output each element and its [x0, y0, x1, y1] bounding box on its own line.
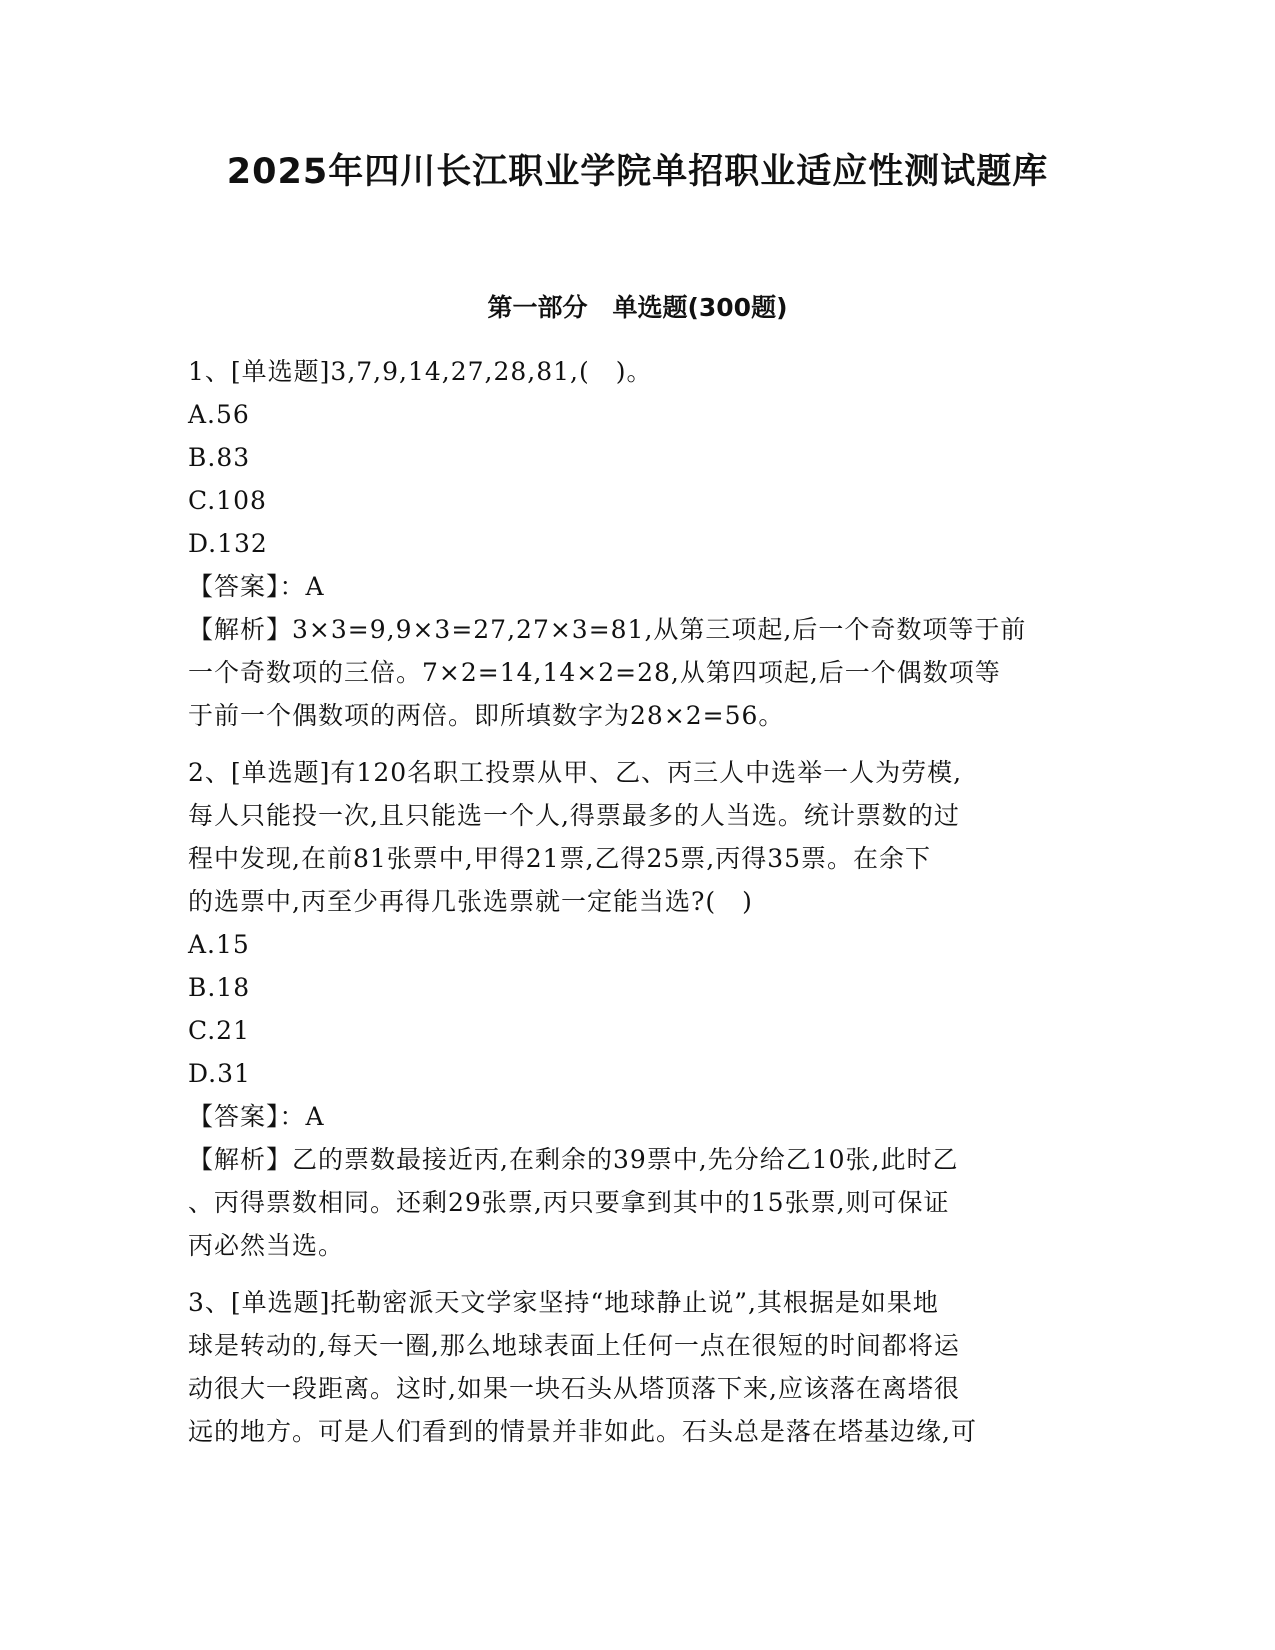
question-stem-line: 每人只能投一次,且只能选一个人,得票最多的人当选。统计票数的过: [188, 801, 960, 830]
explanation-line: [188, 1138, 1078, 1181]
option-b: B.18: [188, 973, 251, 1002]
explanation-line: 于前一个偶数项的两倍。即所填数字为28×2=56。: [188, 701, 785, 730]
option-b: B.83: [188, 443, 251, 472]
question-stem-line: 球是转动的,每天一圈,那么地球表面上任何一点在很短的时间都将运: [188, 1331, 960, 1360]
option-a: A.56: [188, 400, 250, 429]
explanation-label: 【解析】: [188, 1145, 293, 1174]
answer-line: [188, 1095, 1078, 1138]
option-d: D.31: [188, 1059, 251, 1088]
option-d: D.132: [188, 529, 268, 558]
option-c: C.108: [188, 486, 267, 515]
answer-value: A: [305, 572, 325, 601]
question-stem-line: 动很大一段距离。这时,如果一块石头从塔顶落下来,应该落在离塔很: [188, 1374, 960, 1403]
question-2: [188, 751, 1078, 1267]
question-stem-line: 2、[单选题]有120名职工投票从甲、乙、丙三人中选举一人为劳模,: [188, 758, 963, 787]
question-stem-line: 程中发现,在前81张票中,甲得21票,乙得25票,丙得35票。在余下: [188, 844, 932, 873]
section-title: 第一部分 单选题(300题): [487, 293, 788, 322]
answer-label: 【答案】：: [188, 1102, 306, 1131]
question-stem-line: 远的地方。可是人们看到的情景并非如此。石头总是落在塔基边缘,可: [188, 1417, 977, 1446]
explanation-text: 3×3=9,9×3=27,27×3=81,从第三项起,后一个奇数项等于前: [292, 615, 1027, 644]
question-stem-line: 3、[单选题]托勒密派天文学家坚持“地球静止说”,其根据是如果地: [188, 1288, 939, 1317]
document-body: [188, 350, 1078, 1467]
answer-value: A: [305, 1102, 325, 1131]
question-1: [188, 350, 1078, 737]
explanation-text: 乙的票数最接近丙,在剩余的39票中,先分给乙10张,此时乙: [292, 1145, 959, 1174]
answer-label: 【答案】：: [188, 572, 306, 601]
option-c: C.21: [188, 1016, 250, 1045]
answer-line: [188, 565, 1078, 608]
question-stem-line: 1、[单选题]3,7,9,14,27,28,81,( )。: [188, 357, 653, 386]
explanation-label: 【解析】: [188, 615, 293, 644]
explanation-line: 丙必然当选。: [188, 1231, 345, 1260]
explanation-line: 一个奇数项的三倍。7×2=14,14×2=28,从第四项起,后一个偶数项等: [188, 658, 1001, 687]
explanation-line: [188, 608, 1078, 651]
document-title: 2025年四川长江职业学院单招职业适应性测试题库: [226, 152, 1049, 192]
question-3: [188, 1281, 1078, 1453]
explanation-line: 、丙得票数相同。还剩29张票,丙只要拿到其中的15张票,则可保证: [188, 1188, 950, 1217]
question-stem-line: 的选票中,丙至少再得几张选票就一定能当选?( ): [188, 887, 753, 916]
option-a: A.15: [188, 930, 250, 959]
